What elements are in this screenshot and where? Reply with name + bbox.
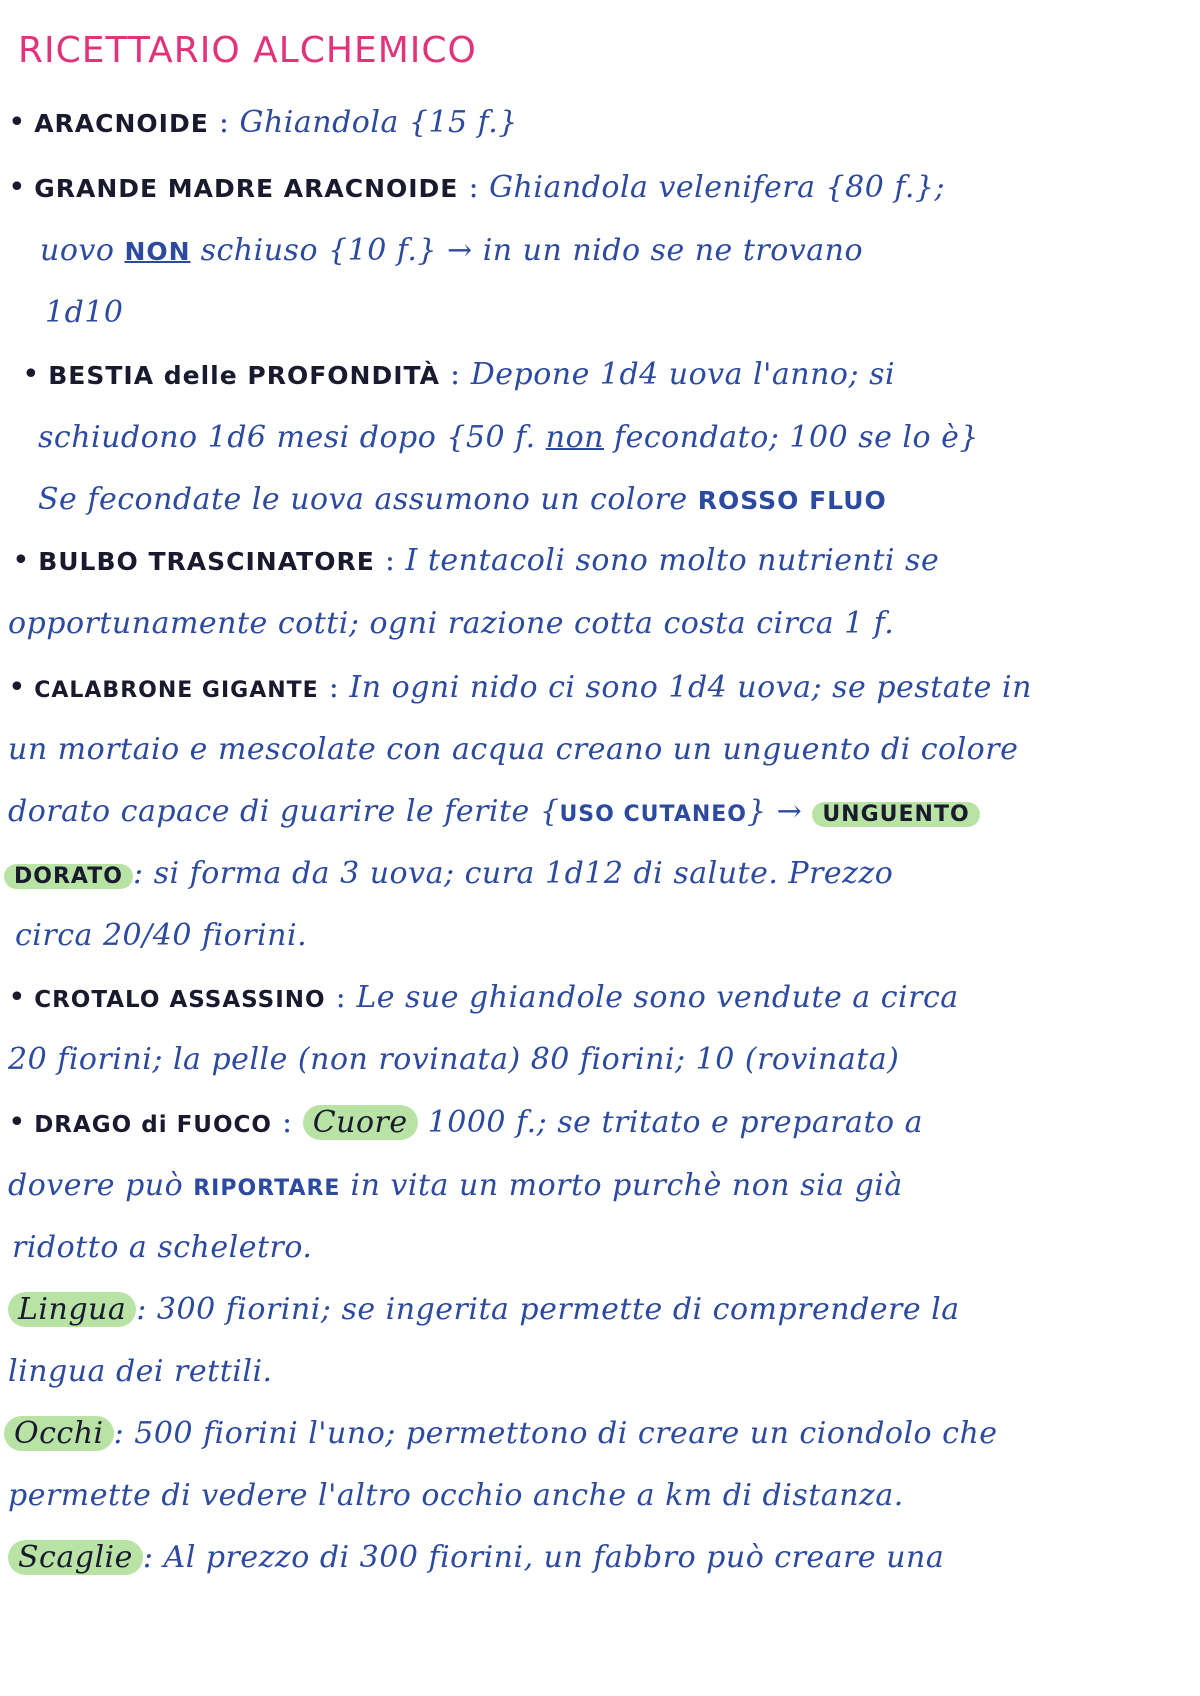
text-segment: dovere può	[8, 1168, 184, 1203]
bullet-icon: •	[22, 357, 41, 392]
entry-body: I tentacoli sono molto nutrienti se	[405, 543, 940, 578]
highlight-lingua: Lingua	[8, 1292, 136, 1327]
separator: :	[218, 105, 230, 140]
text-segment: : Al prezzo di 300 fiorini, un fabbro può creare una	[142, 1540, 945, 1575]
entry-body: 1000 f.; se tritato e preparato a	[427, 1105, 923, 1140]
entry-heading: BESTIA delle PROFONDITÀ	[48, 361, 440, 390]
separator: :	[468, 170, 480, 205]
entry-body: In ogni nido ci sono 1d4 uova; se pestate in	[349, 670, 1032, 705]
entry-heading: ARACNOIDE	[34, 109, 209, 138]
entry-aracnoide	[8, 105, 518, 140]
text-line	[38, 482, 887, 517]
text-segment: uovo	[40, 233, 115, 268]
separator: :	[450, 357, 461, 392]
bullet-icon: •	[8, 1105, 27, 1140]
emphasis-rosso-fluo: ROSSO FLUO	[697, 486, 887, 515]
separator: :	[282, 1105, 293, 1140]
text-line	[4, 1416, 998, 1451]
emphasis-riportare: RIPORTARE	[193, 1176, 341, 1201]
entry-heading: CALABRONE GIGANTE	[34, 678, 319, 703]
page-title: RICETTARIO ALCHEMICO	[18, 30, 477, 71]
highlight-cuore: Cuore	[303, 1105, 418, 1140]
text-line	[4, 856, 893, 891]
text-segment: } →	[747, 794, 803, 829]
text-segment: : 500 fiorini l'uno; permettono di creare un ciondolo che	[113, 1416, 998, 1451]
entry-heading: BULBO TRASCINATORE	[38, 547, 375, 576]
text-line: circa 20/40 fiorini.	[15, 918, 308, 953]
entry-grande-madre	[8, 170, 945, 205]
entry-heading: CROTALO ASSASSINO	[34, 987, 326, 1013]
text-segment: schiudono 1d6 mesi dopo {50 f.	[38, 420, 536, 455]
entry-body: Depone 1d4 uova l'anno; si	[470, 357, 896, 392]
bullet-icon: •	[8, 170, 27, 205]
highlight-scaglie: Scaglie	[8, 1540, 143, 1575]
text-segment: : 300 fiorini; se ingerita permette di comprendere la	[136, 1292, 960, 1327]
text-segment: : si forma da 3 uova; cura 1d12 di salute. Prezzo	[132, 856, 894, 891]
text-line: un mortaio e mescolate con acqua creano un unguento di colore	[8, 732, 1019, 767]
emphasis-uso-cutaneo: USO CUTANEO	[559, 802, 747, 827]
emphasis-non: NON	[124, 237, 191, 266]
entry-body: Ghiandola {15 f.}	[239, 105, 518, 140]
text-line	[8, 1168, 903, 1203]
bullet-icon: •	[8, 980, 27, 1015]
text-segment: schiuso {10 f.} → in un nido se ne trovano	[200, 233, 864, 268]
text-line: ridotto a scheletro.	[12, 1230, 313, 1265]
entry-heading: DRAGO di FUOCO	[34, 1112, 272, 1138]
text-line	[40, 233, 863, 268]
text-line	[8, 1540, 944, 1575]
highlight-unguento: UNGUENTO	[812, 802, 979, 827]
text-line	[8, 1292, 960, 1327]
emphasis-non: non	[545, 420, 604, 455]
text-line: lingua dei rettili.	[8, 1354, 273, 1389]
text-line: 1d10	[45, 295, 124, 330]
separator: :	[335, 980, 347, 1015]
highlight-dorato: DORATO	[4, 864, 133, 889]
entry-body: Le sue ghiandole sono vendute a circa	[356, 980, 959, 1015]
entry-calabrone	[8, 670, 1032, 705]
bullet-icon: •	[8, 105, 27, 140]
separator: :	[328, 670, 340, 705]
entry-drago	[8, 1105, 923, 1140]
text-line	[38, 420, 979, 455]
entry-bestia	[22, 357, 895, 392]
text-line: opportunamente cotti; ogni razione cotta costa circa 1 f.	[8, 606, 895, 641]
text-line: 20 fiorini; la pelle (non rovinata) 80 fiorini; 10 (rovinata)	[8, 1042, 900, 1077]
text-line	[8, 794, 980, 829]
highlight-occhi: Occhi	[4, 1416, 114, 1451]
bullet-icon: •	[12, 543, 31, 578]
entry-heading: GRANDE MADRE ARACNOIDE	[34, 174, 459, 203]
separator: :	[384, 543, 396, 578]
text-segment: dorato capace di guarire le ferite {	[8, 794, 560, 829]
entry-body: Ghiandola velenifera {80 f.};	[489, 170, 946, 205]
text-segment: fecondato; 100 se lo è}	[614, 420, 979, 455]
bullet-icon: •	[8, 670, 27, 705]
text-segment: Se fecondate le uova assumono un colore	[38, 482, 688, 517]
entry-crotalo	[8, 980, 959, 1015]
text-line: permette di vedere l'altro occhio anche a km di distanza.	[8, 1478, 904, 1513]
text-segment: in vita un morto purchè non sia già	[350, 1168, 903, 1203]
entry-bulbo	[12, 543, 939, 578]
